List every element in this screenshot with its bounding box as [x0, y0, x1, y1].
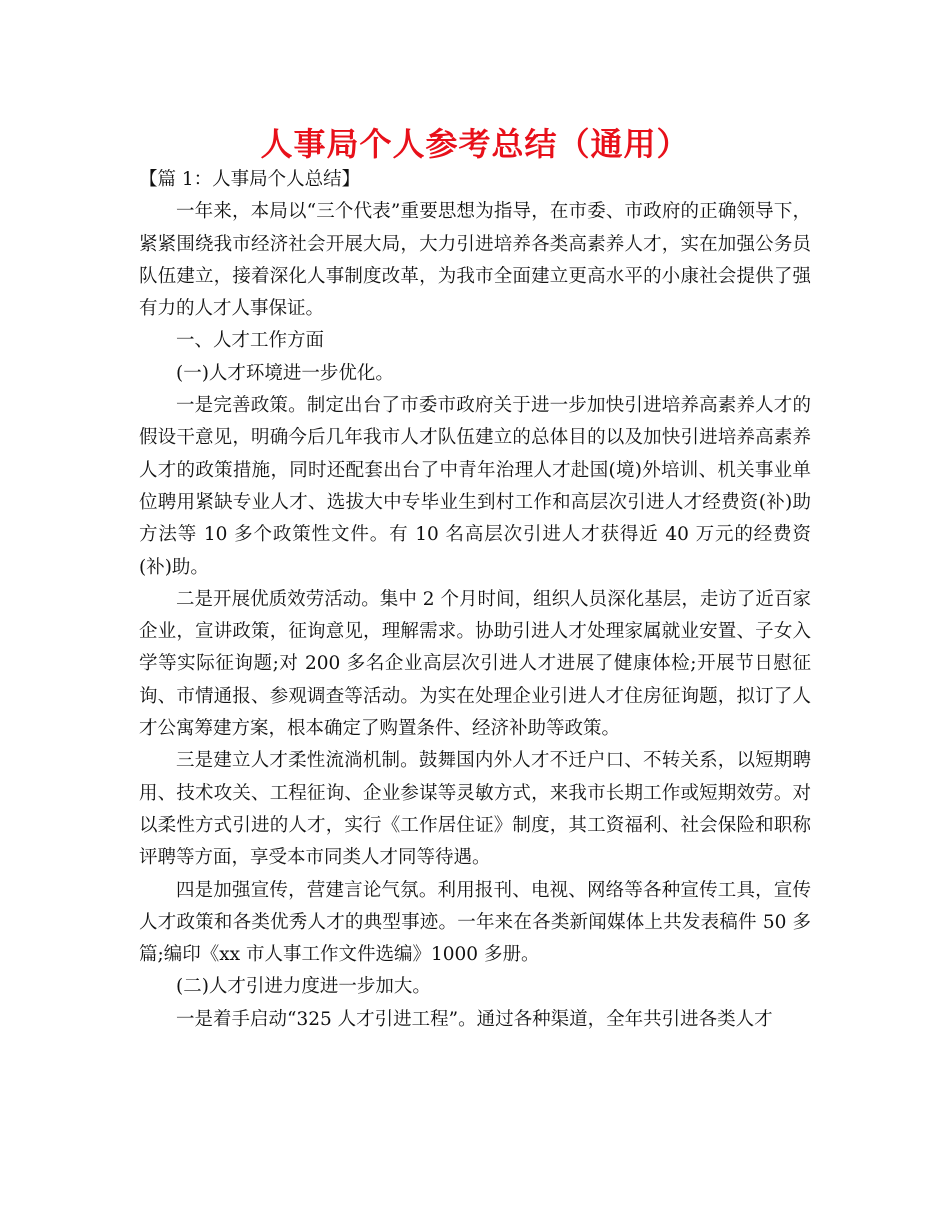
paragraph-325-project: 一是着手启动“325 人才引进工程”。通过各种渠道，全年共引进各类人才 [176, 1008, 773, 1030]
subheading-environment: (一)人才环境进一步优化。 [176, 362, 394, 384]
document-title: 人事局个人参考总结（通用） [260, 125, 690, 163]
heading-talent-work: 一、人才工作方面 [176, 330, 325, 352]
paragraph-policy: 一是完善政策。制定出台了市委市政府关于进一步加快引进培养高素养人才的假设干意见，明确今后几年我市人才队伍建立的总体目的以及加快引进培养高素养人才的政策措施，同时还配套出台了中青年治理人才赴国(境)外培训、机关事业单位聘用紧缺专业人才、选拔大中专毕业生到村工作和高层次引进人才经费资(补)助方法等 10 多个政策性文件。有 10 名高层次引进人才获得近 40 万元的经费资(补)助。 [139, 395, 811, 578]
paragraph-publicity: 四是加强宣传，营建言论气氛。利用报刊、电视、网络等各种宣传工具，宣传人才政策和各类优秀人才的典型事迹。一年来在各类新闻媒体上共发表稿件 50 多篇;编印《xx 市人事工作文件选编》1000 多册。 [139, 879, 811, 966]
section-heading: 【篇 1：人事局个人总结】 [139, 169, 361, 190]
subheading-introduction: (二)人才引进力度进一步加大。 [176, 976, 431, 998]
document-body [139, 164, 811, 1036]
paragraph-service: 二是开展优质效劳活动。集中 2 个月时间，组织人员深化基层，走访了近百家企业，宣讲政策，征询意见，理解需求。协助引进人才处理家属就业安置、子女入学等实际征询题;对 200 多名企业高层次引进人才进展了健康体检;开展节日慰征询、市情通报、参观调查等活动。为实在处理企业引进人才住房征询题，拟订了人才公寓筹建方案，根本确定了购置条件、经济补助等政策。 [139, 588, 811, 740]
paragraph-flexible-flow: 三是建立人才柔性流淌机制。鼓舞国内外人才不迁户口、不转关系，以短期聘用、技术攻关、工程征询、企业参谋等灵敏方式，来我市长期工作或短期效劳。对以柔性方式引进的人才，实行《工作居住证》制度，其工资福利、社会保险和职称评聘等方面，享受本市同类人才同等待遇。 [139, 750, 811, 869]
paragraph-intro: 一年来，本局以“三个代表”重要思想为指导，在市委、市政府的正确领导下，紧紧围绕我市经济社会开展大局，大力引进培养各类高素养人才，实在加强公务员队伍建立，接着深化人事制度改革，为我市全面建立更高水平的小康社会提供了强有力的人才人事保证。 [139, 201, 811, 320]
